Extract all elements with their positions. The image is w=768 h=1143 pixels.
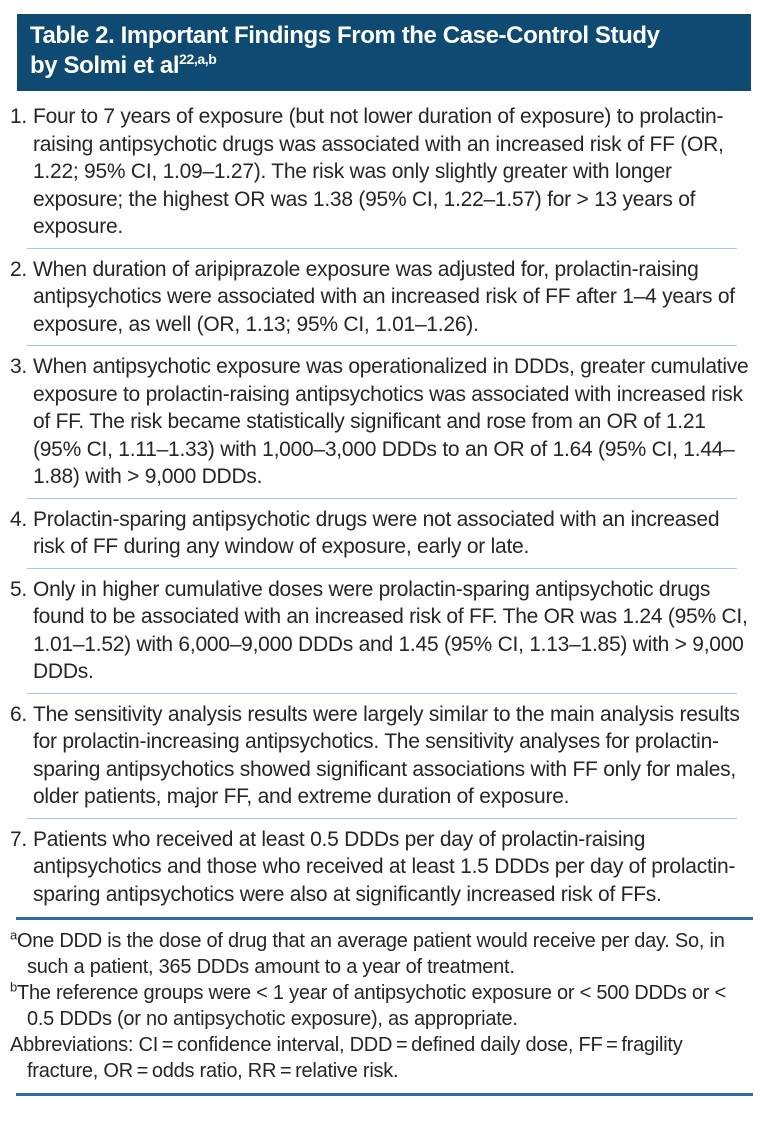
- bottom-border-rule: [16, 1093, 753, 1096]
- separator: [27, 498, 737, 499]
- footnote-b: [10, 980, 754, 1032]
- abbreviations-note: Abbreviations: CI = confidence interval, DDD = defined daily dose, FF = fragility fracture, OR = odds ratio, RR = relative risk.: [10, 1034, 683, 1082]
- finding-item-4: [10, 505, 754, 563]
- finding-item-2: [10, 255, 754, 341]
- finding-item-1: [10, 102, 754, 243]
- footnote-marker-b: b: [10, 979, 17, 995]
- footnote-a: [10, 928, 754, 980]
- table-title-line2: by Solmi et al: [30, 52, 180, 79]
- finding-text: When duration of aripiprazole exposure was adjusted for, prolactin-raising antipsychotics were associated with an increased risk of FF after 1–4 years of exposure, as well (OR, 1.13; 95% CI, 1.01–1.26).: [33, 257, 735, 336]
- table-title-line1: Table 2. Important Findings From the Case-Control Study: [30, 22, 660, 49]
- separator: [27, 345, 737, 346]
- finding-number: 3.: [10, 355, 28, 378]
- table-title-superscript: 22,a,b: [179, 51, 217, 67]
- finding-item-6: [10, 700, 754, 813]
- finding-number: 4.: [10, 507, 28, 531]
- finding-text: Only in higher cumulative doses were prolactin-sparing antipsychotic drugs found to be associated with an increased risk of FF. The OR was 1.24 (95% CI, 1.01–1.52) with 6,000–9,000 DDDs and 1.45 (95% CI, 1.13–1.85) with > 9,000 DDDs.: [33, 577, 748, 683]
- findings-list: [0, 102, 768, 910]
- footnote-a-text: One DDD is the dose of drug that an average patient would receive per day. So, in such a patient, 365 DDDs amount to a year of treatment.: [16, 930, 725, 978]
- finding-item-7: [10, 825, 754, 911]
- footnote-marker-a: a: [10, 927, 17, 943]
- footnote-divider-rule: [16, 917, 753, 920]
- separator: [27, 568, 737, 569]
- finding-text: The sensitivity analysis results were largely similar to the main analysis results for prolactin-increasing antipsychotics. The sensitivity analyses for prolactin-sparing antipsychotics showed significant associations with FF only for males, older patients, major FF, and extreme duration of exposure.: [33, 702, 740, 808]
- finding-item-3: [10, 352, 754, 493]
- finding-item-5: [10, 575, 754, 688]
- finding-text: Four to 7 years of exposure (but not lower duration of exposure) to prolactin-raising antipsychotic drugs was associated with an increased risk of FF (OR, 1.22; 95% CI, 1.09–1.27). The risk was only slightly greater with longer exposure; the highest OR was 1.38 (95% CI, 1.22–1.57) for > 13 years of exposure.: [33, 105, 724, 238]
- finding-text: When antipsychotic exposure was operationalized in DDDs, greater cumulative exposure to prolactin-raising antipsychotics was associated with increased risk of FF. The risk became statistically significant and rose from an OR of 1.21 (95% CI, 1.11–1.33) with 1,000–3,000 DDDs to an OR of 1.64 (95% CI, 1.44–1.88) with > 9,000 DDDs.: [33, 355, 749, 488]
- finding-number: 5.: [10, 577, 28, 601]
- table-figure: [0, 14, 768, 1143]
- finding-number: 1.: [10, 105, 28, 128]
- footnote-b-text: The reference groups were < 1 year of antipsychotic exposure or < 500 DDDs or < 0.5 DDDs (or no antipsychotic exposure), as appropriate.: [16, 982, 726, 1030]
- finding-text: Patients who received at least 0.5 DDDs per day of prolactin-raising antipsychotics and those who received at least 1.5 DDDs per day of prolactin-sparing antipsychotics were also at significantly increased risk of FFs.: [33, 827, 736, 906]
- footnotes-section: [0, 928, 768, 1084]
- finding-number: 6.: [10, 702, 28, 726]
- finding-number: 2.: [10, 257, 28, 281]
- finding-number: 7.: [10, 827, 28, 851]
- separator: [27, 818, 737, 819]
- separator: [27, 248, 737, 249]
- finding-text: Prolactin-sparing antipsychotic drugs were not associated with an increased risk of FF during any window of exposure, early or late.: [33, 507, 720, 558]
- separator: [27, 693, 737, 694]
- table-title-banner: [17, 14, 751, 91]
